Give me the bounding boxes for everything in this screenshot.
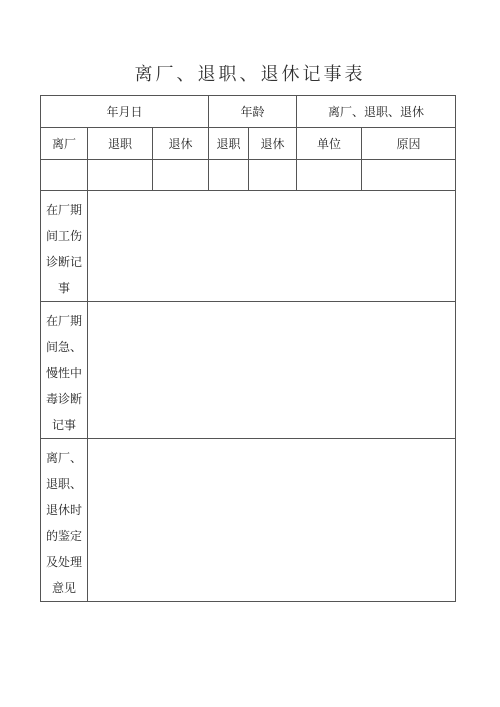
injury-section-row [41,191,456,302]
unit-cell[interactable] [297,160,362,191]
appraisal-section-label: 离厂、 退职、 退休时 的鉴定 及处理 意见 [41,439,88,602]
poisoning-section-field[interactable] [88,302,456,439]
injury-section-label: 在厂期 间工伤 诊断记 事 [41,191,88,302]
injury-section-field[interactable] [88,191,456,302]
retire-date-header: 退休 [153,128,209,160]
age-header: 年龄 [209,96,297,128]
header-row [41,96,456,128]
leave-resign-retire-header: 离厂、退职、退休 [297,96,456,128]
subheader-row [41,128,456,160]
reason-cell[interactable] [362,160,456,191]
retire-age-header: 退休 [249,128,297,160]
appraisal-section-field[interactable] [88,439,456,602]
unit-header: 单位 [297,128,362,160]
record-table [40,95,456,602]
resign-date-header: 退职 [88,128,153,160]
poisoning-section-label: 在厂期 间急、 慢性中 毒诊断 记事 [41,302,88,439]
retire-age-cell[interactable] [249,160,297,191]
appraisal-section-row [41,439,456,602]
poisoning-section-row [41,302,456,439]
resign-age-cell[interactable] [209,160,249,191]
resign-age-header: 退职 [209,128,249,160]
leave-date-header: 离厂 [41,128,88,160]
date-header: 年月日 [41,96,209,128]
resign-date-cell[interactable] [88,160,153,191]
entry-row [41,160,456,191]
retire-date-cell[interactable] [153,160,209,191]
reason-header: 原因 [362,128,456,160]
leave-date-cell[interactable] [41,160,88,191]
form-title: 离厂、退职、退休记事表 [134,64,366,85]
